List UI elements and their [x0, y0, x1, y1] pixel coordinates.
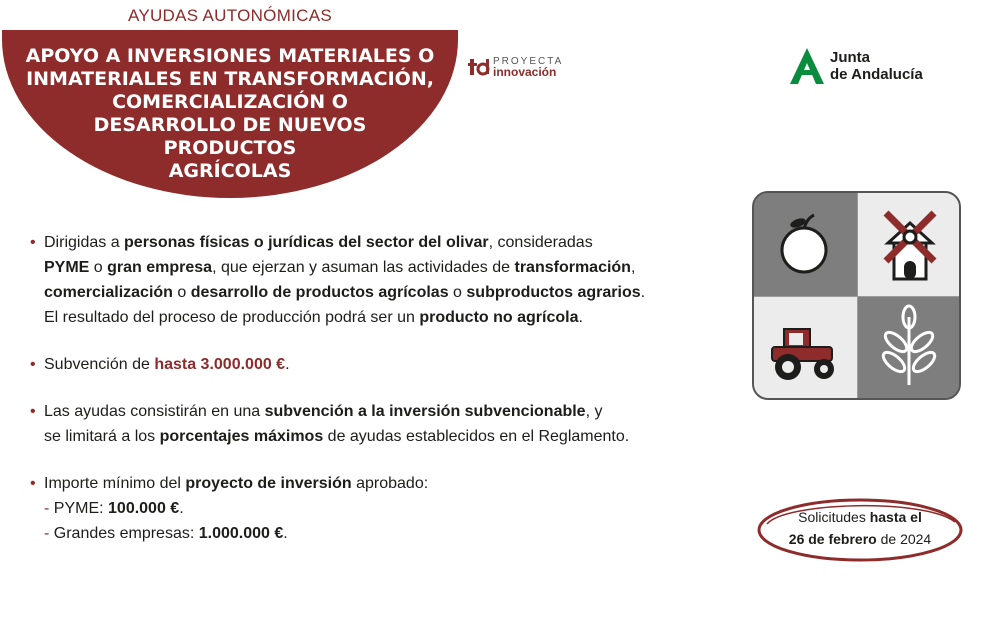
title-banner — [2, 30, 458, 198]
text: , y — [585, 403, 603, 420]
text-bold: transformación — [514, 259, 631, 276]
title-line: AGRÍCOLAS — [168, 160, 292, 182]
text: El resultado del proceso de producción podrá ser un — [44, 309, 420, 326]
main-content — [30, 230, 730, 568]
plant-icon — [858, 297, 961, 400]
text: . — [640, 284, 646, 301]
title-line: DESARROLLO DE NUEVOS — [93, 114, 367, 136]
text: Las ayudas consistirán en una — [44, 403, 265, 420]
title-line: COMERCIALIZACIÓN O — [112, 91, 348, 113]
text: . — [283, 525, 288, 542]
text: , consideradas — [488, 234, 593, 251]
bullet-aid-type — [30, 399, 730, 449]
text: se limitará a los — [44, 428, 160, 445]
tile-apple — [754, 193, 857, 296]
bullet-eligibility — [30, 230, 730, 330]
text-bold: gran empresa — [107, 259, 213, 276]
dash: - — [44, 525, 50, 542]
text-bold: subproductos agrarios — [466, 284, 641, 301]
text: PYME: — [49, 500, 109, 517]
stamp-text-bold: hasta el — [869, 509, 922, 525]
text: Importe mínimo del — [44, 475, 186, 492]
text: . — [179, 500, 184, 517]
text: Subvención de — [44, 356, 155, 373]
proyecta-innovacion-logo — [468, 52, 563, 82]
proyecta-logo-bottom: innovación — [493, 65, 557, 79]
text-bold: comercialización — [44, 284, 173, 301]
text-bold: PYME — [44, 259, 90, 276]
text: o — [89, 259, 108, 276]
proyecta-logo-icon — [468, 56, 490, 78]
bullet-minimum-investment — [30, 471, 730, 546]
text-bold: personas físicas o jurídicas del sector del olivar — [124, 234, 489, 251]
text-bold: porcentajes máximos — [159, 428, 324, 445]
text-bold: subvención a la inversión subvencionable — [264, 403, 586, 420]
title-line: APOYO A INVERSIONES MATERIALES O — [25, 45, 435, 67]
pyme-minimum-amount: 100.000 € — [108, 500, 180, 517]
deadline-date: 26 de febrero — [788, 531, 877, 547]
large-company-minimum-amount: 1.000.000 € — [198, 525, 284, 542]
text-bold: desarrollo de productos agrícolas — [190, 284, 449, 301]
bullet-subsidy-amount — [30, 352, 730, 377]
text: o — [172, 284, 191, 301]
tractor-icon — [754, 297, 857, 400]
proyecta-logo-top: PROYECTA — [493, 56, 564, 67]
dash: - — [44, 500, 50, 517]
sector-icons-grid — [752, 191, 961, 400]
apple-icon — [754, 193, 857, 296]
stamp-text: Solicitudes — [798, 509, 870, 525]
windmill-icon — [858, 193, 961, 296]
text: . — [285, 356, 290, 373]
junta-andalucia-icon — [790, 48, 824, 84]
tile-tractor — [754, 297, 857, 400]
junta-andalucia-logo — [790, 48, 923, 84]
tile-windmill — [858, 193, 961, 296]
text-bold: proyecto de inversión — [185, 475, 352, 492]
deadline-stamp — [755, 496, 965, 564]
category-kicker: AYUDAS AUTONÓMICAS — [127, 6, 333, 25]
text: aprobado: — [351, 475, 429, 492]
stamp-text: de 2024 — [876, 531, 932, 547]
junta-logo-line2: de Andalucía — [830, 66, 923, 83]
text: Dirigidas a — [44, 234, 125, 251]
tile-plant — [858, 297, 961, 400]
subsidy-max-amount: hasta 3.000.000 € — [154, 356, 286, 373]
text: , que ejerzan y asuman las actividades de — [212, 259, 515, 276]
text: . — [578, 309, 583, 326]
text: Grandes empresas: — [49, 525, 199, 542]
text: , — [630, 259, 636, 276]
text: o — [448, 284, 467, 301]
text: de ayudas establecidos en el Reglamento. — [323, 428, 630, 445]
text-bold: producto no agrícola — [419, 309, 579, 326]
title-line: PRODUCTOS — [163, 137, 297, 159]
title-line: INMATERIALES EN TRANSFORMACIÓN, — [26, 68, 434, 90]
junta-logo-line1: Junta — [830, 49, 871, 66]
